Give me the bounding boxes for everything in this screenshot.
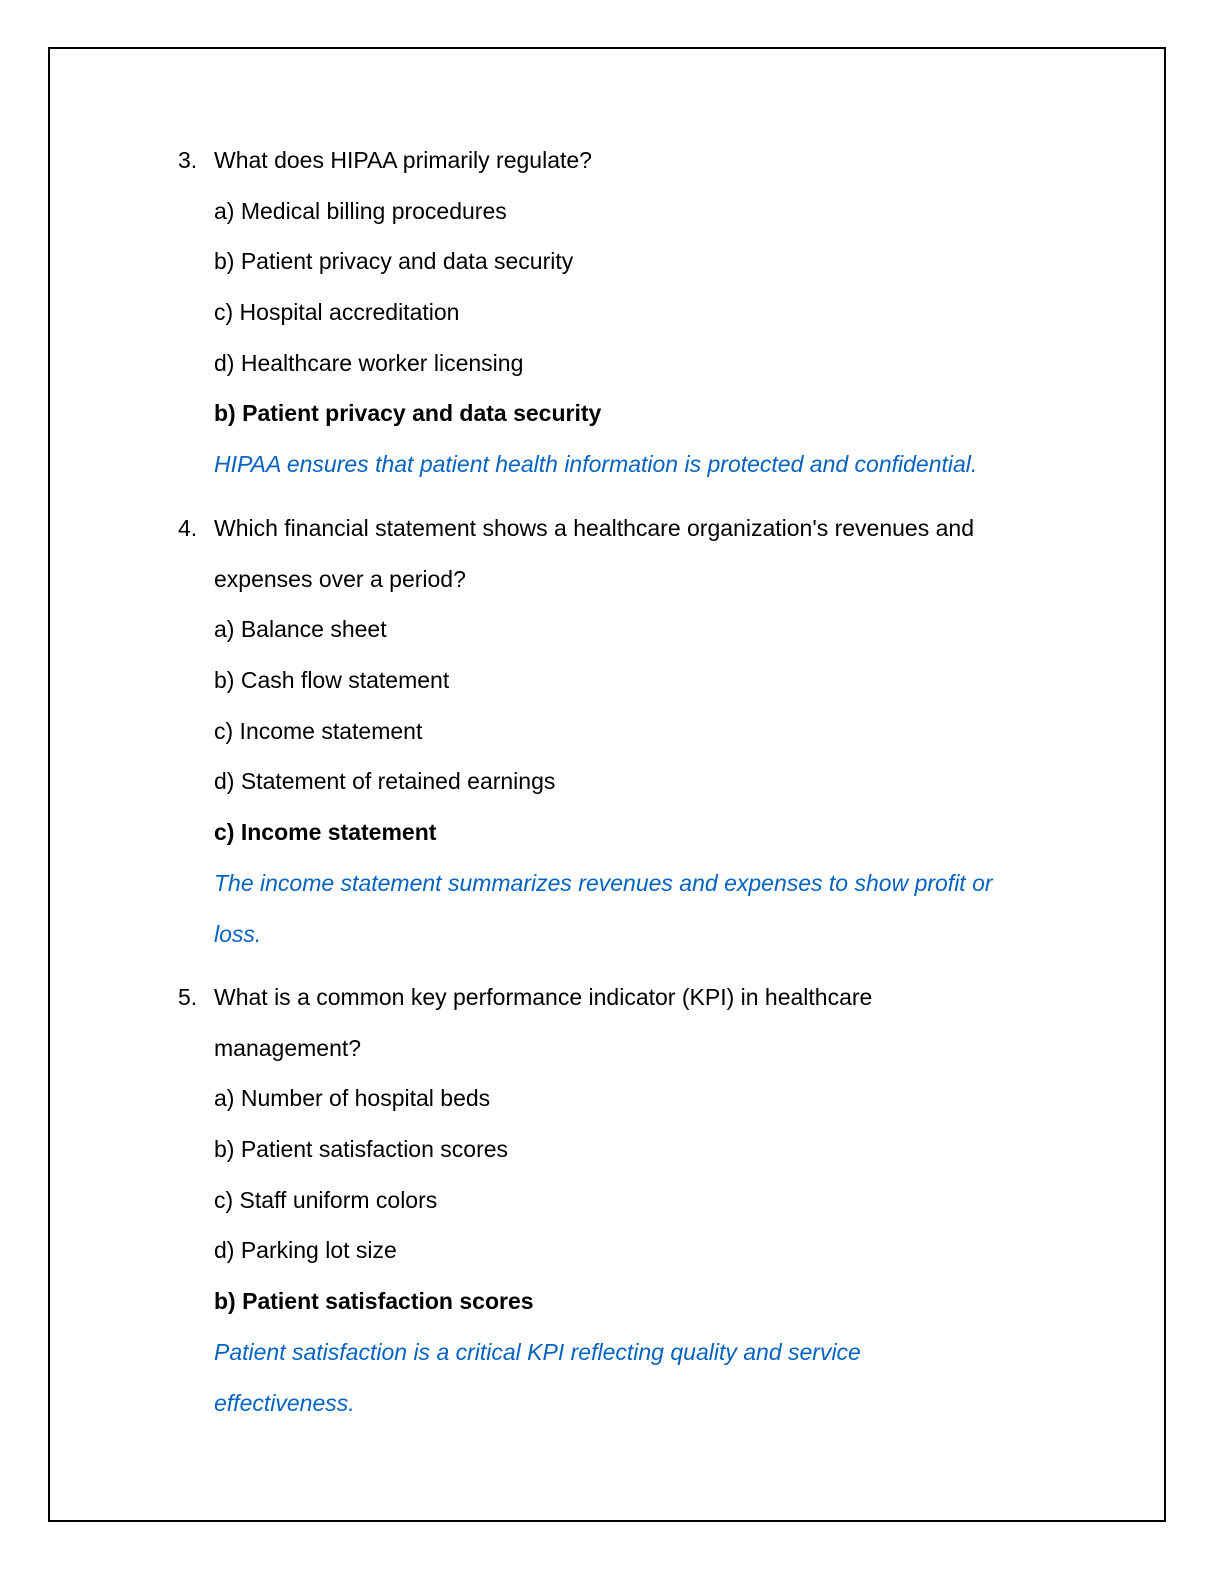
option-c — [178, 1175, 1078, 1226]
option-a — [178, 604, 1078, 655]
option-b — [178, 655, 1078, 706]
option-a — [178, 186, 1078, 237]
option-text: b) Patient privacy and data security — [214, 248, 574, 275]
explanation-line — [178, 909, 1078, 960]
option-c — [178, 706, 1078, 757]
option-text: d) Healthcare worker licensing — [214, 349, 524, 376]
option-text: a) Balance sheet — [214, 616, 387, 643]
explanation-line — [178, 1378, 1078, 1429]
question-number: 4. — [178, 515, 198, 541]
question-text: management? — [214, 1034, 362, 1061]
question-text: What does HIPAA primarily regulate? — [214, 147, 592, 173]
question-number: 3. — [178, 147, 198, 173]
option-d — [178, 756, 1078, 807]
answer-text: b) Patient satisfaction scores — [214, 1288, 534, 1315]
question-line — [178, 503, 1078, 554]
question-text: expenses over a period? — [214, 565, 466, 592]
question-5 — [178, 972, 1078, 1428]
question-line — [178, 554, 1078, 605]
option-b — [178, 236, 1078, 287]
question-line — [178, 1023, 1078, 1074]
question-number: 5. — [178, 984, 198, 1010]
option-d — [178, 1225, 1078, 1276]
option-text: d) Statement of retained earnings — [214, 768, 556, 795]
option-text: c) Staff uniform colors — [214, 1186, 438, 1213]
explanation-text: Patient satisfaction is a critical KPI reflecting quality and service — [214, 1338, 861, 1365]
question-text: Which financial statement shows a healthcare organization's revenues and — [214, 515, 974, 541]
answer-text: b) Patient privacy and data security — [214, 400, 602, 427]
explanation-line — [178, 1327, 1078, 1378]
answer-line — [178, 1276, 1078, 1327]
option-text: c) Hospital accreditation — [214, 299, 460, 326]
option-c — [178, 287, 1078, 338]
explanation-line — [178, 439, 1078, 490]
option-text: b) Cash flow statement — [214, 667, 450, 694]
explanation-text: The income statement summarizes revenues and expenses to show profit or — [214, 869, 993, 896]
question-4 — [178, 503, 1078, 959]
answer-line — [178, 388, 1078, 439]
option-text: a) Number of hospital beds — [214, 1085, 491, 1112]
explanation-text: loss. — [214, 920, 262, 947]
question-text: What is a common key performance indicator (KPI) in healthcare — [214, 984, 873, 1010]
option-text: a) Medical billing procedures — [214, 197, 507, 224]
question-line — [178, 135, 1078, 186]
option-b — [178, 1124, 1078, 1175]
answer-text: c) Income statement — [214, 819, 437, 846]
explanation-text: effectiveness. — [214, 1389, 355, 1416]
explanation-text: HIPAA ensures that patient health information is protected and confidential. — [214, 451, 978, 478]
option-text: b) Patient satisfaction scores — [214, 1136, 509, 1163]
answer-line — [178, 807, 1078, 858]
question-line — [178, 972, 1078, 1023]
option-text: c) Income statement — [214, 717, 423, 744]
question-3 — [178, 135, 1078, 490]
option-d — [178, 338, 1078, 389]
option-text: d) Parking lot size — [214, 1237, 397, 1264]
explanation-line — [178, 858, 1078, 909]
option-a — [178, 1073, 1078, 1124]
